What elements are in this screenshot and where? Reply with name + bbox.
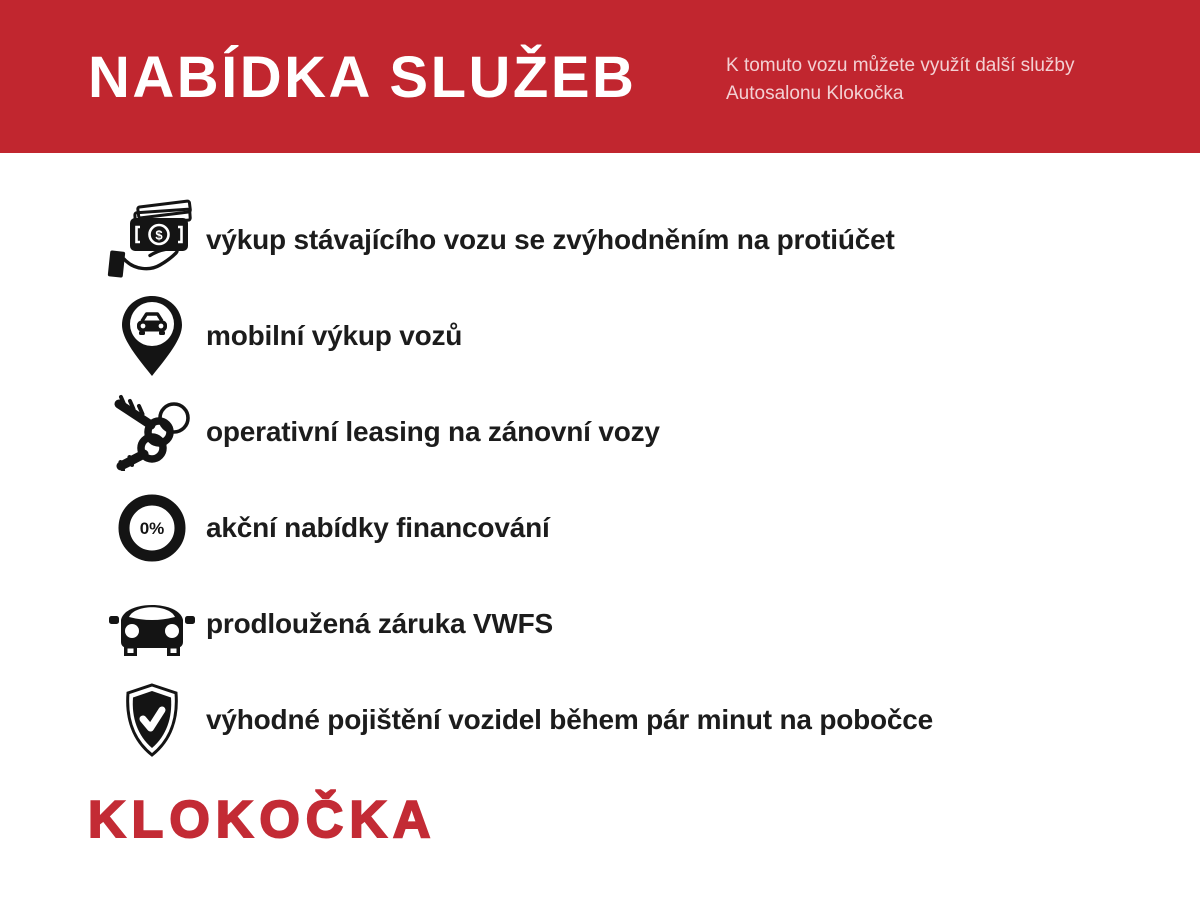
shield-check-icon [102,682,202,758]
service-label: prodloužená záruka VWFS [206,608,553,639]
list-item [0,192,1200,288]
header-subtitle-line2: Autosalonu Klokočka [726,83,904,104]
list-item [0,288,1200,384]
list-item [0,384,1200,480]
list-item [0,576,1200,672]
service-label: akční nabídky financování [206,512,550,543]
zero-percent-icon [102,492,202,564]
list-item [0,480,1200,576]
header-subtitle-line1: K tomuto vozu můžete využít další služby [726,55,1075,76]
service-label: operativní leasing na zánovní vozy [206,416,660,447]
header-subtitle [726,52,1075,108]
klokocka-logo: KLOKOČKA [88,791,437,849]
car-icon [102,590,202,658]
car-location-pin-icon [102,294,202,378]
money-hand-icon [102,199,202,281]
header-band [0,0,1200,153]
service-label: výkup stávajícího vozu se zvýhodněním na protiúčet [206,224,895,255]
services-list [0,192,1200,768]
list-item [0,672,1200,768]
car-keys-icon [102,393,202,471]
page-title: NABÍDKA SLUŽEB [88,45,637,110]
service-label: výhodné pojištění vozidel během pár minut na pobočce [206,704,934,735]
dollar-symbol: $ [155,227,163,243]
zero-percent-label: 0% [139,519,165,538]
service-label: mobilní výkup vozů [206,320,463,351]
